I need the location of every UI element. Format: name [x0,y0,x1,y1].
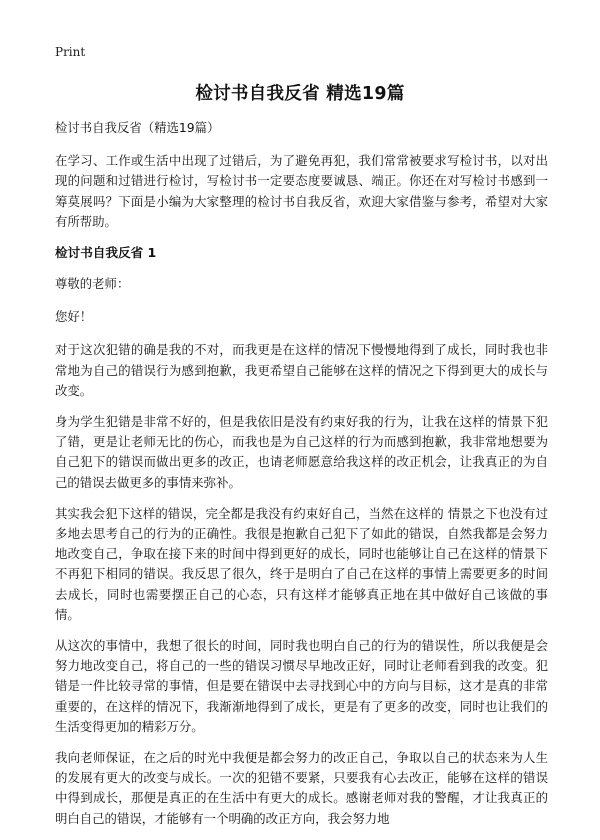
section-heading: 检讨书自我反省 1 [55,245,157,261]
intro-paragraph: 在学习、工作或生活中出现了过错后，为了避免再犯，我们常常被要求写检讨书，以对出现的问题和过错进行检讨，写检讨书一定要态度要诚恳、端正。你还在对写检讨书感到一筹莫展吗？下面是小编为大家整理的检讨书自我反省，欢迎大家借鉴与参考，希望对大家有所帮助。 [55,153,548,229]
body-paragraph: 对于这次犯错的确是我的不对，而我更是在这样的情况下慢慢地得到了成长，同时我也非常地为自己的错误行为感到抱歉，我更希望自己能够在这样的情况之下得到更大的成长与改变。 [55,342,548,398]
salutation: 尊敬的老师： [55,276,130,292]
body-paragraph: 从这次的事情中，我想了很长的时间，同时我也明白自己的行为的错误性，所以我便是会努力地改变自己，将自己的一些的错误习惯尽早地改正好，同时让老师看到我的改变。犯错是一件比较寻常的事情，但是要在错误中去寻找到心中的方向与目标，这才是真的非常重要的，在这样的情况下，我渐渐地得到了成长，更是有了更多的改变，同时也让我们的生活变得更加的精彩万分。 [55,638,548,734]
greeting: 您好！ [55,309,93,325]
document-title: 检讨书自我反省 精选19篇 [195,84,405,104]
body-paragraph: 其实我会犯下这样的错误，完全都是我没有约束好自己，当然在这样的 情景之下也没有过多地去思考自己的行为的正确性。我很是抱歉自己犯下了如此的错误，自然我都是会努力地改变自己，争取在接下来的时间中得到更好的成长，同时也能够让自己在这样的情景下不再犯下相同的错误。我反思了很久，终于是明白了自己在这样的事情上需要更多的时间去成长，同时也需要摆正自己的心态，只有这样才能够真正地在其中做好自己该做的事情。 [55,505,548,622]
print-label[interactable]: Print [55,45,86,59]
document-subtitle: 检讨书自我反省（精选19篇） [55,120,220,135]
body-paragraph: 我向老师保证，在之后的时光中我便是都会努力的改正自己，争取以自己的状态来为人生的发展有更大的改变与成长。一次的犯错不要紧，只要我有心去改正，能够在这样的错误中得到成长，那便是真正的在生活中有更大的成长。感谢老师对我的警醒，才让我真正的明白自己的错误，才能够有一个明确的改正方向，我会努力地 [55,750,548,826]
body-paragraph: 身为学生犯错是非常不好的，但是我依旧是没有约束好我的行为，让我在这样的情景下犯了错，更是让老师无比的伤心，而我也是为自己这样的行为而感到抱歉，我非常地想要为自己犯下的错误而做出更多的改正，也请老师愿意给我这样的改正机会，让我真正的为自己的错误去做更多的事情来弥补。 [55,414,548,490]
document-body [55,118,548,840]
